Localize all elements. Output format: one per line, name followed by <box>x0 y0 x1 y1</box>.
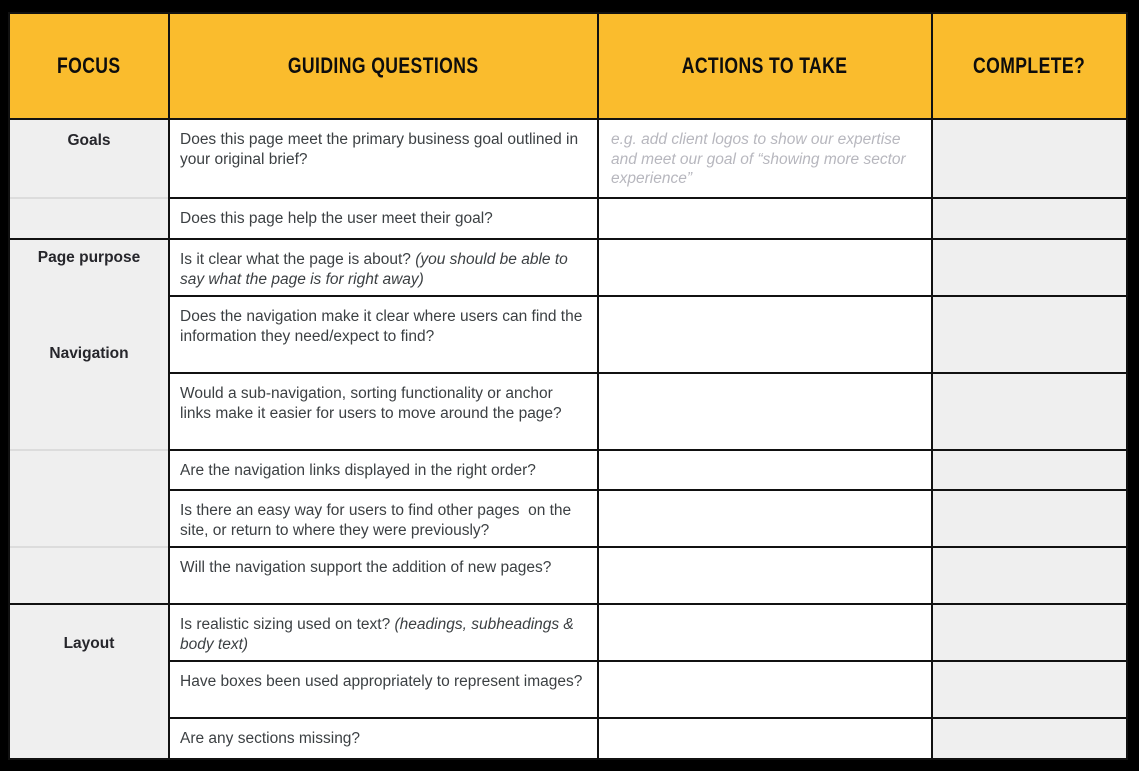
complete-cell[interactable] <box>933 662 1126 717</box>
action-cell[interactable] <box>599 240 931 295</box>
complete-cell[interactable] <box>933 491 1126 546</box>
question-text: Is realistic sizing used on text? <box>180 616 391 633</box>
question-cell <box>170 120 597 197</box>
question-cell <box>170 605 597 660</box>
action-cell[interactable] <box>599 120 931 197</box>
checklist-table <box>8 12 1128 760</box>
complete-cell[interactable] <box>933 548 1126 603</box>
complete-cell[interactable] <box>933 451 1126 489</box>
complete-cell[interactable] <box>933 297 1126 372</box>
complete-cell[interactable] <box>933 605 1126 660</box>
question-text: Have boxes been used appropriately to represent images? <box>180 673 583 690</box>
header-cell-actions-to-take <box>599 14 931 118</box>
focus-label-navigation: Navigation <box>49 345 129 362</box>
focus-section-divider <box>10 546 168 548</box>
complete-cell[interactable] <box>933 374 1126 449</box>
question-text: Would a sub-navigation, sorting functionality or anchor links make it easier for users to move around the page? <box>180 385 562 422</box>
question-text: Is there an easy way for users to find other pages on the site, or return to where they were previously? <box>180 502 576 539</box>
question-cell <box>170 719 597 758</box>
question-text: Does this page meet the primary business goal outlined in your original brief? <box>180 131 583 168</box>
question-text: Are any sections missing? <box>180 730 361 747</box>
question-text: Will the navigation support the addition of new pages? <box>180 559 552 576</box>
question-cell <box>170 374 597 449</box>
header-cell-focus <box>10 14 168 118</box>
question-cell <box>170 240 597 295</box>
complete-cell[interactable] <box>933 120 1126 197</box>
question-cell <box>170 548 597 603</box>
question-text: Are the navigation links displayed in the right order? <box>180 462 536 479</box>
focus-section-divider <box>10 197 168 199</box>
question-cell <box>170 491 597 546</box>
action-cell[interactable] <box>599 605 931 660</box>
header-cell-guiding-questions <box>170 14 597 118</box>
header-cell-complete <box>933 14 1126 118</box>
question-cell <box>170 451 597 489</box>
action-cell[interactable] <box>599 719 931 758</box>
action-cell[interactable] <box>599 297 931 372</box>
question-text: Is it clear what the page is about? <box>180 251 411 268</box>
complete-cell[interactable] <box>933 240 1126 295</box>
complete-cell[interactable] <box>933 719 1126 758</box>
focus-label-page-purpose: Page purpose <box>37 249 141 266</box>
header-label-complete: COMPLETE? <box>973 53 1086 78</box>
action-example-text: e.g. add client logos to show our expertise and meet our goal of “showing more sector experience” <box>611 131 910 187</box>
action-cell[interactable] <box>599 491 931 546</box>
focus-label-goals: Goals <box>67 132 111 149</box>
action-cell[interactable] <box>599 451 931 489</box>
action-cell[interactable] <box>599 548 931 603</box>
focus-section-goals <box>10 120 168 238</box>
action-cell[interactable] <box>599 374 931 449</box>
complete-cell[interactable] <box>933 199 1126 238</box>
question-cell <box>170 662 597 717</box>
focus-section-layout <box>10 605 168 758</box>
question-note: (headings, subheadings & body text) <box>180 616 579 653</box>
question-text: Does the navigation make it clear where users can find the information they need/expect to find? <box>180 308 587 345</box>
focus-section-page-purpose-navigation <box>10 240 168 603</box>
question-cell <box>170 297 597 372</box>
action-cell[interactable] <box>599 199 931 238</box>
question-note: (you should be able to say what the page is for right away) <box>180 251 573 288</box>
question-text: Does this page help the user meet their goal? <box>180 210 493 227</box>
action-cell[interactable] <box>599 662 931 717</box>
question-cell <box>170 199 597 238</box>
focus-section-divider <box>10 449 168 451</box>
header-label-actions-to-take: ACTIONS TO TAKE <box>682 53 848 78</box>
header-label-focus: FOCUS <box>57 53 121 78</box>
focus-label-layout: Layout <box>63 635 115 652</box>
header-label-guiding-questions: GUIDING QUESTIONS <box>288 53 479 78</box>
